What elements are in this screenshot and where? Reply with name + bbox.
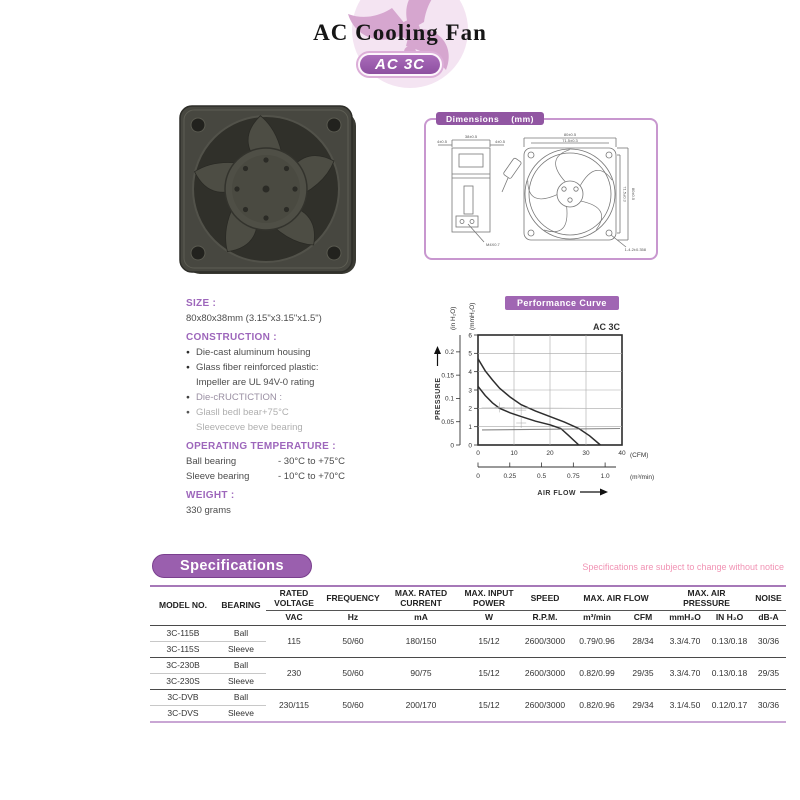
dim-front-hole-pitch-w: 71.5±0.3 — [562, 138, 578, 143]
value-cell: 50/60 — [342, 668, 364, 678]
airflow-axis-label: AIR FLOW — [537, 490, 576, 497]
svg-text:0: 0 — [476, 450, 480, 457]
unit-cfm: CFM — [633, 612, 653, 622]
unit-ma: mA — [414, 612, 428, 622]
dimensions-panel — [424, 113, 658, 260]
value-cell: 3.3/4.70 — [669, 668, 701, 678]
bearing-cell: Ball — [216, 625, 266, 641]
value-cell: 30/36 — [757, 636, 780, 646]
col-max-air-pressure: MAX. AIR PRESSURE — [662, 586, 751, 611]
temp-label: Sleeve bearing — [186, 471, 250, 482]
dim-side-depth: 38±0.5 — [464, 134, 478, 139]
col-rated-voltage: RATED VOLTAGE — [266, 586, 322, 611]
svg-text:0.1: 0.1 — [444, 395, 454, 403]
col-model: MODEL NO. — [158, 600, 207, 610]
scan-ghost-line: ● Glasll bedl bear+75°C — [186, 407, 436, 419]
bearing-cell: Ball — [216, 689, 266, 705]
unit-vac: VAC — [285, 612, 303, 622]
svg-text:1.0: 1.0 — [600, 473, 610, 480]
unit-mmh2o: mmH₂O — [669, 612, 701, 622]
value-cell: 2600/3000 — [524, 700, 566, 710]
chart-model-label: AC 3C — [592, 322, 620, 332]
value-cell: 230/115 — [278, 700, 310, 710]
value-cell: 200/170 — [405, 700, 437, 710]
value-cell: 28/34 — [632, 636, 654, 646]
svg-text:0.25: 0.25 — [503, 473, 517, 480]
value-cell: 29/35 — [757, 668, 780, 678]
svg-text:3: 3 — [468, 387, 472, 395]
col-frequency: FREQUENCY — [322, 586, 384, 611]
table-row — [150, 689, 786, 705]
construction-item-continued: Impeller are UL 94V-0 rating — [196, 377, 315, 388]
col-max-input-power: MAX. INPUT POWER — [458, 586, 520, 611]
model-group-dv — [150, 689, 786, 722]
svg-text:6: 6 — [468, 332, 472, 340]
model-cell: 3C-115S — [166, 644, 200, 654]
dim-front-hole-pitch-h: 71.5±0.3 — [622, 186, 628, 202]
svg-text:0.2: 0.2 — [444, 349, 454, 357]
dim-front-outer-height: 80±0.5 — [631, 187, 636, 201]
bearing-cell: Sleeve — [228, 644, 254, 654]
y-axis-unit-mmh2o: (mmH₂O) — [469, 302, 476, 330]
unit-m3min: m³/min — [583, 612, 611, 622]
product-photo — [176, 104, 362, 280]
value-cell: 3.3/4.70 — [669, 636, 701, 646]
dim-side-flange-right: 4±0.5 — [495, 139, 505, 144]
temp-value: - 10°C to +70°C — [278, 471, 346, 482]
model-cell: 3C-230B — [150, 657, 216, 673]
svg-text:4: 4 — [468, 368, 472, 376]
table-row — [150, 625, 786, 641]
svg-text:40: 40 — [618, 450, 626, 457]
model-cell: 3C-DVB — [150, 689, 216, 705]
performance-curve-section — [428, 288, 690, 502]
value-cell: 0.12/0.17 — [711, 700, 748, 710]
value-cell: 3.1/4.50 — [669, 700, 701, 710]
table-row — [150, 657, 786, 673]
operating-temperature-heading: OPERATING TEMPERATURE : — [186, 441, 336, 452]
product-specs-text — [186, 298, 436, 517]
svg-text:5: 5 — [468, 350, 472, 358]
specifications-table — [150, 585, 786, 723]
value-cell: 30/36 — [757, 700, 780, 710]
svg-text:2: 2 — [468, 405, 472, 413]
col-speed: SPEED — [520, 586, 570, 611]
value-cell: 0.79/0.96 — [579, 636, 615, 646]
value-cell: 15/12 — [478, 700, 500, 710]
unit-w: W — [484, 612, 494, 622]
value-cell: 2600/3000 — [524, 668, 566, 678]
model-cell: 3C-230S — [166, 676, 200, 686]
scan-ghost-line: ● Die-cRUCTICTION : — [186, 392, 436, 404]
pressure-arrowhead — [434, 346, 441, 354]
dim-screw-thread: M4X0.7 — [486, 242, 500, 247]
svg-text:0.05: 0.05 — [441, 419, 454, 427]
specifications-label: Specifications — [152, 554, 312, 578]
x-axis-unit-cfm: (CFM) — [630, 452, 649, 459]
dimension-drawing — [428, 126, 652, 254]
model-group-230 — [150, 657, 786, 689]
size-heading: SIZE : — [186, 298, 217, 309]
svg-text:30: 30 — [582, 450, 590, 457]
brand-header — [0, 0, 800, 95]
svg-text:20: 20 — [546, 450, 554, 457]
model-cell: 3C-DVS — [167, 708, 199, 718]
temp-value: - 30°C to +75°C — [278, 456, 346, 467]
col-max-air-flow: MAX. AIR FLOW — [570, 586, 662, 611]
value-cell: 0.82/0.99 — [579, 668, 615, 678]
value-cell: 50/60 — [342, 700, 364, 710]
dimensions-unit-text: (mm) — [511, 113, 534, 124]
y-axis-unit-inh2o: (in H₂O) — [450, 306, 457, 330]
svg-text:0: 0 — [450, 442, 454, 450]
value-cell: 0.13/0.18 — [711, 668, 748, 678]
value-cell: 230 — [286, 668, 302, 678]
svg-text:0: 0 — [468, 442, 472, 450]
page-title: AC Cooling Fan — [313, 20, 487, 45]
unit-inh2o: IN H₂O — [715, 612, 744, 622]
value-cell: 29/35 — [632, 668, 654, 678]
model-cell: 3C-115B — [150, 625, 216, 641]
value-cell: 0.82/0.96 — [579, 700, 615, 710]
value-cell: 15/12 — [478, 636, 500, 646]
temp-row-sleeve — [186, 471, 436, 483]
value-cell: 15/12 — [478, 668, 500, 678]
scan-ghost-line: Sleeveceve beve bearing — [196, 422, 303, 433]
bearing-cell: Ball — [216, 657, 266, 673]
pressure-axis-label: PRESSURE — [435, 377, 442, 420]
construction-heading: CONSTRUCTION : — [186, 332, 277, 343]
size-value: 80x80x38mm (3.15"x3.15"x1.5") — [186, 313, 322, 324]
curve-sleeve-bearing — [478, 386, 579, 445]
unit-rpm: R.P.M. — [532, 612, 558, 622]
airflow-arrowhead — [600, 489, 608, 496]
x-axis-unit-m3min: (m³/min) — [630, 474, 655, 481]
col-noise: NOISE — [751, 586, 786, 611]
value-cell: 90/75 — [410, 668, 432, 678]
construction-item: ● Die-cast aluminum housing — [186, 347, 436, 359]
svg-text:0: 0 — [476, 473, 480, 480]
weight-heading: WEIGHT : — [186, 490, 235, 501]
svg-text:1: 1 — [468, 423, 472, 431]
model-group-115 — [150, 625, 786, 657]
svg-text:10: 10 — [510, 450, 518, 457]
value-cell: 180/150 — [405, 636, 437, 646]
temp-row-ball — [186, 456, 436, 468]
bearing-cell: Sleeve — [228, 676, 254, 686]
bearing-cell: Sleeve — [228, 708, 254, 718]
value-cell: 0.13/0.18 — [711, 636, 748, 646]
value-cell: 2600/3000 — [524, 636, 566, 646]
model-series-badge-label: AC 3C — [360, 55, 440, 74]
col-max-rated-current: MAX. RATED CURRENT — [384, 586, 458, 611]
dimensions-label — [436, 112, 544, 125]
value-cell: 50/60 — [342, 636, 364, 646]
construction-item: ● Glass fiber reinforced plastic: — [186, 362, 436, 374]
svg-text:0.5: 0.5 — [537, 473, 547, 480]
performance-curve-label: Performance Curve — [505, 296, 619, 310]
value-cell: 115 — [287, 636, 301, 646]
change-notice: Specifications are subject to change without notice — [582, 562, 784, 572]
col-bearing: BEARING — [221, 600, 261, 610]
svg-text:0.75: 0.75 — [567, 473, 580, 480]
dimensions-label-text: Dimensions — [446, 113, 500, 124]
dim-side-flange-left: 4±0.5 — [437, 139, 447, 144]
model-series-badge — [356, 51, 444, 78]
svg-text:0.15: 0.15 — [441, 372, 454, 380]
dim-mounting-holes: 1-4.2±0.358 — [624, 247, 646, 252]
weight-value: 330 grams — [186, 505, 231, 516]
unit-hz: Hz — [347, 612, 359, 622]
temp-label: Ball bearing — [186, 456, 237, 467]
dim-front-outer-width: 80±0.5 — [563, 132, 577, 137]
value-cell: 29/34 — [632, 700, 654, 710]
performance-curve-chart — [428, 288, 690, 502]
unit-dba: dB-A — [758, 612, 779, 622]
